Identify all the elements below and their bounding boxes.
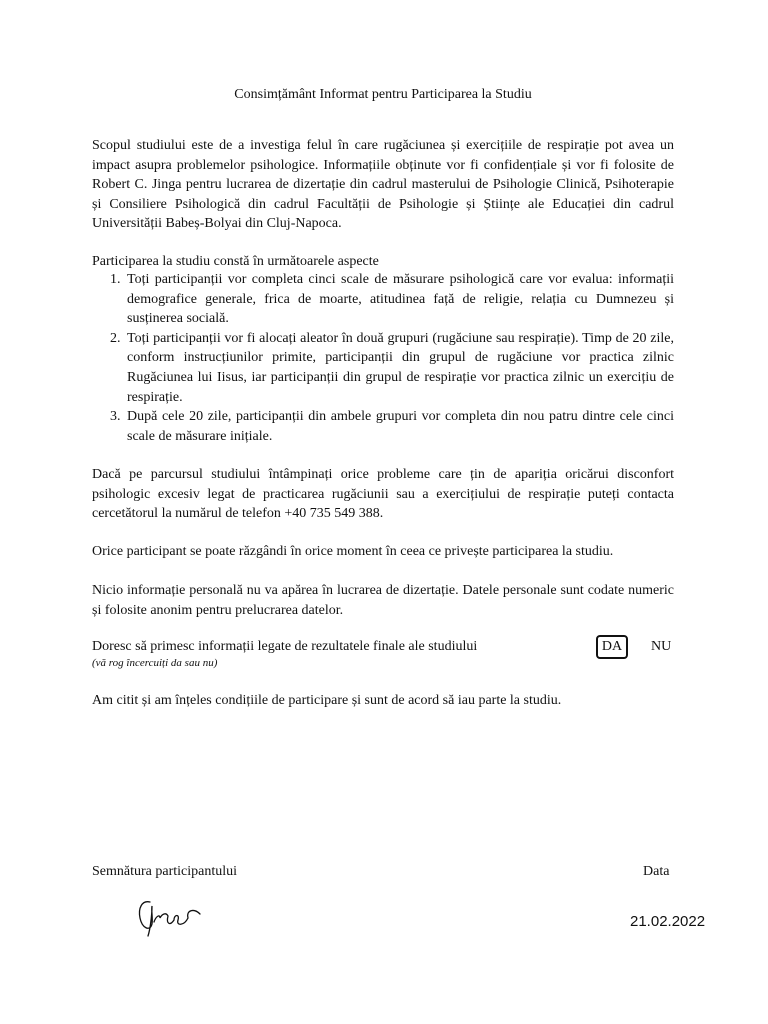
signature-label: Semnătura participantului [92,864,238,879]
signature-date: 21.02.2022 [630,913,706,930]
aspects-list [92,270,674,446]
list-item: 3. După cele 20 zile, participanții din ambele grupuri vor completa din nou patru dintre cele cinci scale de măsurare inițiale. [110,409,674,444]
document-title: Consimțământ Informat pentru Participarea la Studiu [234,87,532,102]
handwritten-signature [136,894,202,938]
option-yes-circled[interactable]: DA [596,635,628,659]
results-hint: (vă rog încercuiți da sau nu) [92,657,218,669]
intro-paragraph: Scopul studiului este de a investiga felul în care rugăciunea și exercițiile de respirație pot avea un impact asupra problemelor psihologice. Informațiile obținute vor fi confidențiale și vor fi folosite de Robert C. Jinga pentru lucrarea de dizertație din cadrul masterului de Psihologie Clinică, Psihoterapie și Consiliere Psihologică din cadrul Facultății de Psihologie și Științe ale Educației din cadrul Universității Babeș-Bolyai din Cluj-Napoca. [92,138,674,232]
list-item: 1. Toți participanții vor completa cinci scale de măsurare psihologică care vor evalua: informații demografice generale, frica de moarte, atitudinea față de religie, relația cu Dumnezeu și susținerea socială. [110,272,674,327]
agreement-statement: Am citit și am înțeles condițiile de participare și sunt de acord să iau parte la studiu. [92,693,562,708]
results-question: Doresc să primesc informații legate de rezultatele finale ale studiului [92,639,478,654]
list-item: 2. Toți participanții vor fi alocați aleator în două grupuri (rugăciune sau respirație). Timp de 20 zile, conform instrucțiunilor primite, participanții din grupul de rugăciune vor practica zilnic Rugăciunea lui Iisus, iar participanții din grupul de respirație vor practica zilnic un exercițiu de respirație. [110,330,674,405]
withdraw-paragraph: Orice participant se poate răzgândi în orice moment în ceea ce privește participarea la studiu. [92,544,614,559]
option-no[interactable]: NU [651,639,672,654]
problems-paragraph: Dacă pe parcursul studiului întâmpinați orice probleme care țin de apariția oricărui disconfort psihologic excesiv legat de practicarea rugăciunii sau a exercițiului de respirație puteți contacta cercetătorul la numărul de telefon +40 735 549 388. [92,467,674,522]
aspects-heading: Participarea la studiu constă în următoarele aspecte [92,254,379,269]
privacy-paragraph: Nicio informație personală nu va apărea în lucrarea de dizertație. Datele personale sunt codate numeric și folosite anonim pentru prelucrarea datelor. [92,583,674,618]
date-label: Data [643,864,670,879]
